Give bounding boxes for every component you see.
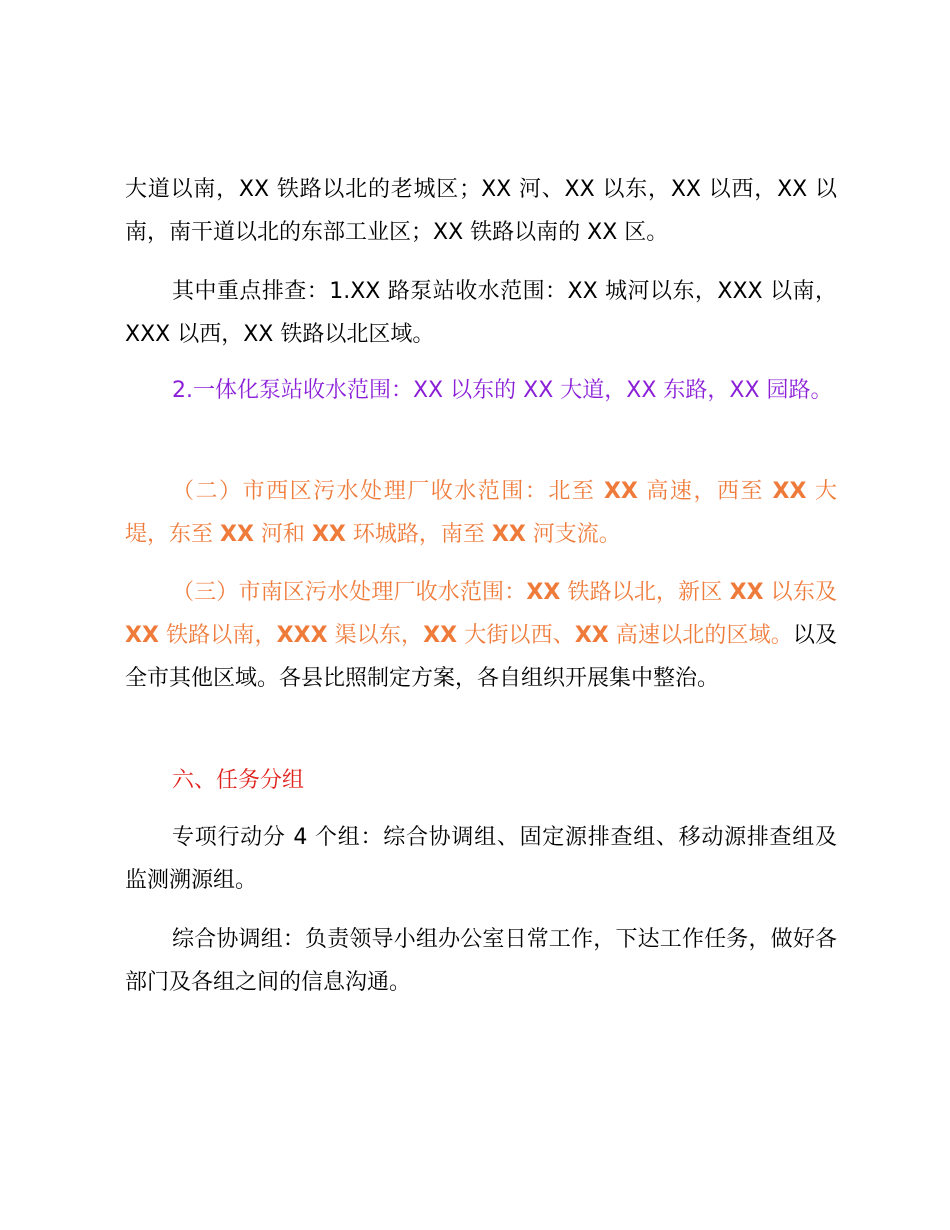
- paragraph-service-areas: 大道以南，XX 铁路以北的老城区；XX 河、XX 以东，XX 以西，XX 以南，南干道以北的东部工业区；XX 铁路以南的 XX 区。: [125, 177, 837, 245]
- orange-segment: [125, 580, 837, 648]
- text-segment: 环城路，南至: [345, 522, 492, 547]
- text-segment: 铁路以北，新区: [560, 580, 730, 605]
- bold-placeholder: XX: [125, 623, 159, 648]
- text-segment: 以东及: [763, 580, 837, 605]
- text-segment: 高速以北的区域。: [608, 623, 793, 648]
- paragraph-four-groups: 专项行动分 4 个组：综合协调组、固定源排查组、移动源排查组及监测溯源组。: [125, 825, 837, 893]
- bold-placeholder: XX: [603, 479, 638, 504]
- bold-placeholder: XX: [729, 580, 764, 605]
- paragraph-integrated-pump-station: 2.一体化泵站收水范围：XX 以东的 XX 大道，XX 东路，XX 园路。: [172, 378, 833, 403]
- paragraph-south-plant-range: [125, 571, 837, 700]
- bold-placeholder: XX: [311, 522, 346, 547]
- bold-placeholder: XX: [423, 623, 458, 648]
- black-segment: 以及全市其他区域。各县比照制定方案，各自组织开展集中整治。: [125, 623, 837, 691]
- bold-placeholder: XXX: [276, 623, 328, 648]
- text-segment: （二）市西区污水处理厂收水范围：北至: [172, 479, 604, 504]
- text-segment: 渠以东，: [327, 623, 424, 648]
- bold-placeholder: XX: [220, 522, 254, 547]
- text-segment: 大街以西、: [457, 623, 575, 648]
- bold-placeholder: XX: [772, 479, 807, 504]
- text-segment: 大堤，东至: [125, 479, 837, 547]
- section-heading-task-groups: 六、任务分组: [172, 768, 305, 793]
- paragraph-coordination-group: 综合协调组：负责领导小组办公室日常工作，下达工作任务，做好各部门及各组之间的信息沟通。: [125, 927, 837, 995]
- bold-placeholder: XX: [491, 522, 526, 547]
- text-segment: 高速，西至: [637, 479, 773, 504]
- text-segment: 铁路以南，: [158, 623, 277, 648]
- paragraph-key-inspection: 其中重点排查：1.XX 路泵站收水范围：XX 城河以东，XXX 以南，XXX 以西，XX 铁路以北区域。: [125, 279, 837, 347]
- bold-placeholder: XX: [574, 623, 609, 648]
- text-segment: 河和: [253, 522, 312, 547]
- paragraph-west-plant-range: [125, 470, 837, 556]
- text-segment: （三）市南区污水处理厂收水范围：: [172, 580, 527, 605]
- bold-placeholder: XX: [526, 580, 561, 605]
- text-segment: 河支流。: [525, 522, 621, 547]
